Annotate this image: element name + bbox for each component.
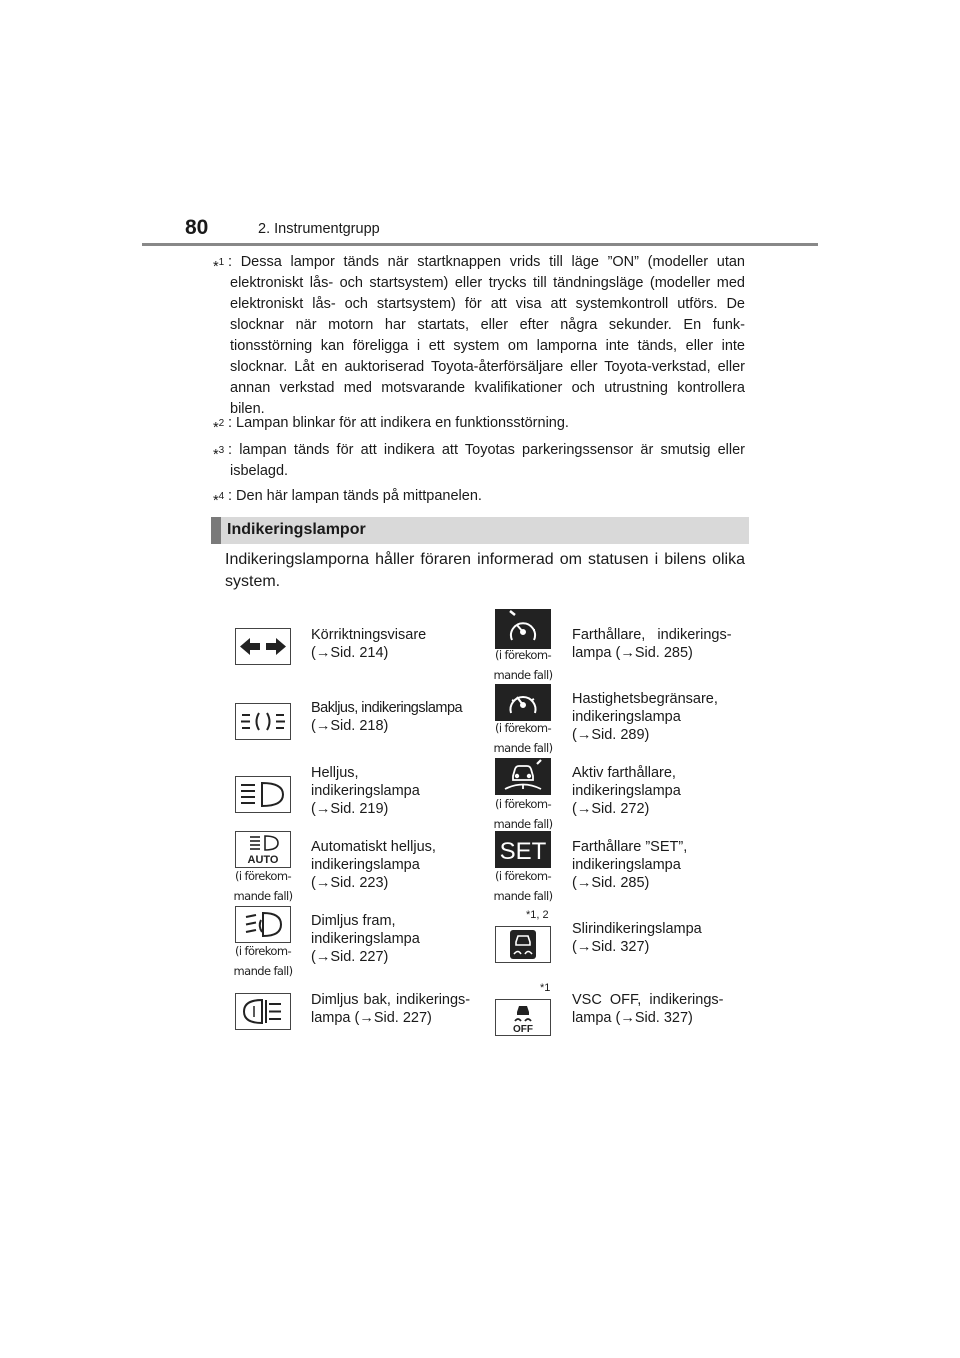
note-number: 1 xyxy=(218,257,225,268)
cruise-set-icon xyxy=(495,831,551,868)
note-3 xyxy=(213,440,745,482)
note-2 xyxy=(213,413,745,434)
footnote-ref: *1 xyxy=(540,982,551,994)
label-line: lampa (→Sid. 327) xyxy=(572,1010,693,1026)
label-tail-light xyxy=(311,699,462,735)
label-line: Automatiskt helljus, xyxy=(311,839,436,855)
label-line: (→Sid. 214) xyxy=(311,645,389,661)
note-marker: * xyxy=(213,259,219,275)
tail-light-icon xyxy=(235,703,291,740)
label-line: (→Sid. 289) xyxy=(572,727,650,743)
availability-caption xyxy=(488,718,558,758)
label-line: indikeringslampa xyxy=(572,857,681,873)
page-number: 80 xyxy=(185,216,209,239)
note-4 xyxy=(213,486,745,507)
label-line: Farthållare ”SET”, xyxy=(572,839,688,855)
off-text: OFF xyxy=(513,1024,533,1035)
label-line: Dimljus bak, indikerings- xyxy=(311,992,471,1008)
caption-line: mande fall) xyxy=(493,668,553,682)
label-line: (→Sid. 223) xyxy=(311,875,389,891)
label-line: (→Sid. 272) xyxy=(572,801,650,817)
label-rear-fog xyxy=(311,991,470,1027)
cruise-control-icon xyxy=(495,609,551,649)
availability-caption xyxy=(228,866,298,906)
label-line: indikeringslampa xyxy=(572,783,681,799)
label-line: indikeringslampa xyxy=(311,857,420,873)
caption-line: (i förekom- xyxy=(494,797,551,811)
label-high-beam xyxy=(311,764,420,818)
caption-line: mande fall) xyxy=(233,889,293,903)
note-text: : Lampan blinkar för att indikera en funktionsstörning. xyxy=(228,415,569,431)
note-text: : Den här lampan tänds på mittpanelen. xyxy=(228,488,482,504)
caption-line: (i förekom- xyxy=(494,721,551,735)
label-line: (→Sid. 218) xyxy=(311,718,389,734)
availability-caption xyxy=(488,645,558,685)
label-auto-high-beam xyxy=(311,838,436,892)
active-cruise-icon xyxy=(495,758,551,795)
caption-line: mande fall) xyxy=(493,741,553,755)
section-heading xyxy=(211,517,749,544)
label-vsc-off xyxy=(572,991,724,1027)
high-beam-icon xyxy=(235,776,291,813)
section-intro: Indikeringslamporna håller föraren informerad om statusen i bilens olika system. xyxy=(225,551,745,590)
caption-line: mande fall) xyxy=(493,817,553,831)
front-fog-light-icon xyxy=(235,906,291,943)
label-line: indikeringslampa xyxy=(311,931,420,947)
caption-line: (i förekom- xyxy=(494,869,551,883)
set-text: SET xyxy=(499,838,547,865)
availability-caption xyxy=(228,941,298,981)
section-bar xyxy=(211,517,221,544)
label-line: Slirindikeringslampa xyxy=(572,921,702,937)
label-line: (→Sid. 285) xyxy=(572,875,650,891)
label-line: (→Sid. 219) xyxy=(311,801,389,817)
caption-line: mande fall) xyxy=(233,964,293,978)
caption-line: mande fall) xyxy=(493,889,553,903)
label-line: Aktiv farthållare, xyxy=(572,765,676,781)
note-text: : Dessa lampor tänds när startknappen vrids till läge ”ON” (modeller utan elektroniskt lås- och startsystem) eller trycks till tändningsläge (modeller med elektroniskt lås- och startsystem) för att visa att systemkontroll utförs. De slocknar när motorn har startats, eller efter några sekunder. En funktionsstörning kan föreligga i ett system om lamporna inte tänds, eller inte slocknar. Låt en auktoriserad Toyota-återförsäljare eller Toyota-verkstad, eller annan verkstad med motsvarande kvalifikationer och utrustning kontrollera bilen. xyxy=(228,254,745,417)
label-active-cruise xyxy=(572,764,681,818)
label-front-fog xyxy=(311,912,420,966)
caption-line: (i förekom- xyxy=(494,648,551,662)
rear-fog-light-icon xyxy=(235,993,291,1030)
footnote-ref: *1, 2 xyxy=(526,909,549,921)
note-text: : lampan tänds för att indikera att Toyotas parkeringssensor är smutsig eller isbelagd. xyxy=(228,442,745,479)
label-line: (→Sid. 227) xyxy=(311,949,389,965)
note-number: 2 xyxy=(218,418,225,429)
label-line: Dimljus fram, xyxy=(311,913,396,929)
caption-line: (i förekom- xyxy=(234,944,291,958)
label-line: Bakljus, indikeringslampa xyxy=(311,700,463,716)
caption-line: (i förekom- xyxy=(234,869,291,883)
header-rule xyxy=(142,243,818,246)
label-line: (→Sid. 327) xyxy=(572,939,650,955)
auto-high-beam-icon xyxy=(235,831,291,868)
label-line: lampa (→Sid. 285) xyxy=(572,645,693,661)
label-speed-limiter xyxy=(572,690,718,744)
vsc-off-icon xyxy=(495,999,551,1036)
availability-caption xyxy=(488,794,558,834)
chapter-title: 2. Instrumentgrupp xyxy=(258,221,380,237)
note-marker: * xyxy=(213,420,219,436)
label-line: Körriktningsvisare xyxy=(311,627,427,643)
speed-limiter-icon xyxy=(495,684,551,721)
slip-indicator-icon xyxy=(495,926,551,963)
label-cruise-set xyxy=(572,838,687,892)
label-line: lampa (→Sid. 227) xyxy=(311,1010,432,1026)
label-line: Helljus, xyxy=(311,765,359,781)
availability-caption xyxy=(488,866,558,906)
label-line: indikeringslampa xyxy=(572,709,681,725)
label-line: Hastighetsbegränsare, xyxy=(572,691,718,707)
auto-text: AUTO xyxy=(247,854,279,866)
label-slip-indicator xyxy=(572,920,702,956)
section-title: Indikeringslampor xyxy=(227,521,366,538)
label-line: Farthållare, indikerings- xyxy=(572,627,732,643)
note-number: 4 xyxy=(218,491,225,502)
label-turn-signal xyxy=(311,626,426,662)
label-line: indikeringslampa xyxy=(311,783,420,799)
note-marker: * xyxy=(213,447,219,463)
note-number: 3 xyxy=(218,445,225,456)
turn-signal-icon xyxy=(235,628,291,665)
note-1 xyxy=(213,252,745,420)
label-line: VSC OFF, indikerings- xyxy=(572,992,724,1008)
note-marker: * xyxy=(213,493,219,509)
label-cruise-control xyxy=(572,626,744,662)
